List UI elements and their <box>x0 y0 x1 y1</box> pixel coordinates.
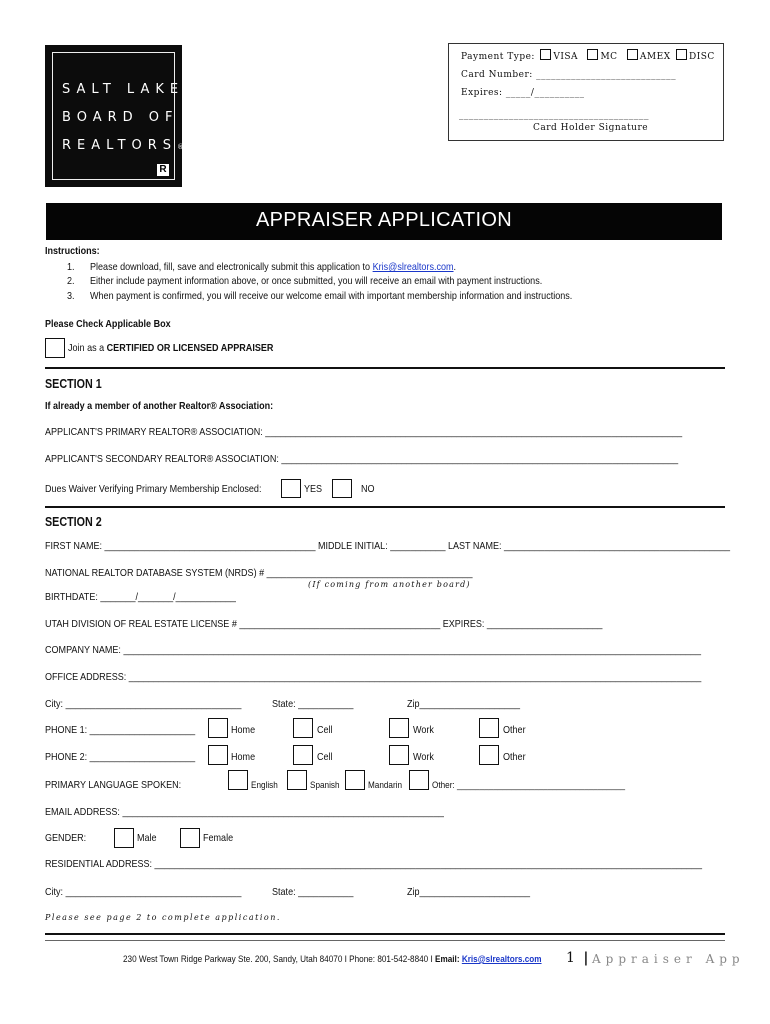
mc-label: MC <box>600 52 618 62</box>
footer-page-label: Appraiser App <box>592 952 745 966</box>
male-checkbox[interactable] <box>114 828 134 848</box>
gender-label: GENDER: <box>45 832 87 844</box>
email-address-field[interactable]: EMAIL ADDRESS: ________________________________________________________________ <box>45 806 444 818</box>
footer-divider-thin <box>45 940 725 941</box>
phone-1-other-checkbox[interactable] <box>479 718 499 738</box>
phone-1-field[interactable]: PHONE 1: _____________________ <box>45 724 196 736</box>
instruction-2-num: 2. <box>67 275 75 287</box>
phone-1-work-label: Work <box>413 724 434 736</box>
english-checkbox[interactable] <box>228 770 248 790</box>
payment-box <box>448 43 724 141</box>
office-state-field[interactable]: State: ___________ <box>272 698 354 710</box>
dues-no-label: NO <box>361 483 375 495</box>
female-label: Female <box>203 832 234 844</box>
phone-1-work-checkbox[interactable] <box>389 718 409 738</box>
signature-line[interactable]: ______________________________________ <box>459 110 649 120</box>
section-2-title: SECTION 2 <box>45 515 102 529</box>
company-name-field[interactable]: COMPANY NAME: ___________________________________________________________________________________________________________________ <box>45 644 701 656</box>
logo-line-1: SALT LAKE <box>62 82 185 97</box>
footer-email-link[interactable]: Kris@slrealtors.com <box>461 954 542 965</box>
office-city-field[interactable]: City: ___________________________________ <box>45 698 242 710</box>
language-label: PRIMARY LANGUAGE SPOKEN: <box>45 779 182 791</box>
phone-1-home-label: Home <box>231 724 256 736</box>
english-label: English <box>251 780 278 791</box>
phone-2-home-checkbox[interactable] <box>208 745 228 765</box>
phone-2-other-checkbox[interactable] <box>479 745 499 765</box>
dues-waiver-label: Dues Waiver Verifying Primary Membership Enclosed: <box>45 483 262 495</box>
mandarin-label: Mandarin <box>368 780 403 791</box>
birthdate-field[interactable]: BIRTHDATE: _______/_______/____________ <box>45 591 236 603</box>
instruction-3-num: 3. <box>67 290 75 302</box>
mc-checkbox[interactable] <box>587 49 598 60</box>
realtor-r-icon: R <box>157 164 169 176</box>
appraiser-label: Join as a CERTIFIED OR LICENSED APPRAISER <box>68 342 274 354</box>
divider <box>45 367 725 369</box>
check-heading: Please Check Applicable Box <box>45 318 171 330</box>
divider <box>45 506 725 508</box>
amex-checkbox[interactable] <box>627 49 638 60</box>
phone-2-other-label: Other <box>503 751 526 763</box>
office-zip-field[interactable]: Zip____________________ <box>407 698 520 710</box>
residential-city-field[interactable]: City: ___________________________________ <box>45 886 242 898</box>
phone-2-cell-label: Cell <box>317 751 333 763</box>
name-fields[interactable]: FIRST NAME: __________________________________________ MIDDLE INITIAL: ___________ LAST NAME: _____________________________________________ <box>45 540 731 552</box>
nrds-field[interactable]: NATIONAL REALTOR DATABASE SYSTEM (NRDS) # _________________________________________ <box>45 567 473 579</box>
office-address-field[interactable]: OFFICE ADDRESS: __________________________________________________________________________________________________________________ <box>45 671 702 683</box>
nrds-note: (If coming from another board) <box>308 580 471 589</box>
phone-2-cell-checkbox[interactable] <box>293 745 313 765</box>
mandarin-checkbox[interactable] <box>345 770 365 790</box>
instruction-1: Please download, fill, save and electronically submit this application to Kris@slrealtors.com. <box>90 261 457 273</box>
dues-yes-label: YES <box>304 483 323 495</box>
instructions-heading: Instructions: <box>45 245 100 257</box>
card-number-field[interactable]: Card Number: ____________________________ <box>461 70 677 80</box>
phone-2-field[interactable]: PHONE 2: _____________________ <box>45 751 196 763</box>
logo-line-3: REALTORS® <box>62 138 185 153</box>
disc-checkbox[interactable] <box>676 49 687 60</box>
section-1-title: SECTION 1 <box>45 377 102 391</box>
phone-2-home-label: Home <box>231 751 256 763</box>
footer-address: 230 West Town Ridge Parkway Ste. 200, Sandy, Utah 84070 I Phone: 801-542-8840 I Email: Kris@slrealtors.com <box>123 954 542 965</box>
spanish-checkbox[interactable] <box>287 770 307 790</box>
primary-association-field[interactable]: APPLICANT'S PRIMARY REALTOR® ASSOCIATION: ___________________________________________________________________________________ <box>45 426 683 438</box>
salt-lake-board-logo <box>45 45 185 187</box>
other-language-checkbox[interactable] <box>409 770 429 790</box>
expires-field[interactable]: Expires: _____/__________ <box>461 88 585 98</box>
page-title: APPRAISER APPLICATION <box>255 209 512 231</box>
payment-type-row <box>461 49 715 62</box>
dues-yes-checkbox[interactable] <box>281 479 301 498</box>
logo-line-2: BOARD OF <box>62 110 179 125</box>
instruction-1-num: 1. <box>67 261 75 273</box>
male-label: Male <box>137 832 157 844</box>
page-number: 1 | <box>566 950 589 966</box>
phone-1-cell-checkbox[interactable] <box>293 718 313 738</box>
visa-label: VISA <box>553 52 579 62</box>
license-field[interactable]: UTAH DIVISION OF REAL ESTATE LICENSE # ________________________________________ EXPIRES: _______________________ <box>45 618 603 630</box>
other-language-field[interactable]: Other: _____________________________________ <box>432 780 626 791</box>
footer-divider <box>45 933 725 935</box>
residential-zip-field[interactable]: Zip______________________ <box>407 886 531 898</box>
instruction-email-link[interactable]: Kris@slrealtors.com <box>372 261 454 273</box>
appraiser-checkbox[interactable] <box>45 338 65 358</box>
phone-1-other-label: Other <box>503 724 526 736</box>
residential-address-field[interactable]: RESIDENTIAL ADDRESS: _____________________________________________________________________________________________________________ <box>45 858 702 870</box>
page-2-note: Please see page 2 to complete application. <box>45 913 281 922</box>
amex-label: AMEX <box>639 52 671 62</box>
spanish-label: Spanish <box>310 780 340 791</box>
instruction-2: Either include payment information above, or once submitted, you will receive an email with payment instructions. <box>90 275 543 287</box>
phone-1-cell-label: Cell <box>317 724 333 736</box>
visa-checkbox[interactable] <box>540 49 551 60</box>
instruction-3: When payment is confirmed, you will receive our welcome email with important membership information and instructions. <box>90 290 573 302</box>
female-checkbox[interactable] <box>180 828 200 848</box>
payment-type-label: Payment Type: <box>461 52 535 62</box>
residential-state-field[interactable]: State: ___________ <box>272 886 354 898</box>
phone-2-work-label: Work <box>413 751 434 763</box>
disc-label: DISC <box>689 52 715 62</box>
secondary-association-field[interactable]: APPLICANT'S SECONDARY REALTOR® ASSOCIATION: _______________________________________________________________________________ <box>45 453 679 465</box>
phone-1-home-checkbox[interactable] <box>208 718 228 738</box>
section-1-subtitle: If already a member of another Realtor® Association: <box>45 400 274 412</box>
title-banner <box>46 203 722 240</box>
dues-no-checkbox[interactable] <box>332 479 352 498</box>
signature-label: Card Holder Signature <box>533 123 649 133</box>
phone-2-work-checkbox[interactable] <box>389 745 409 765</box>
